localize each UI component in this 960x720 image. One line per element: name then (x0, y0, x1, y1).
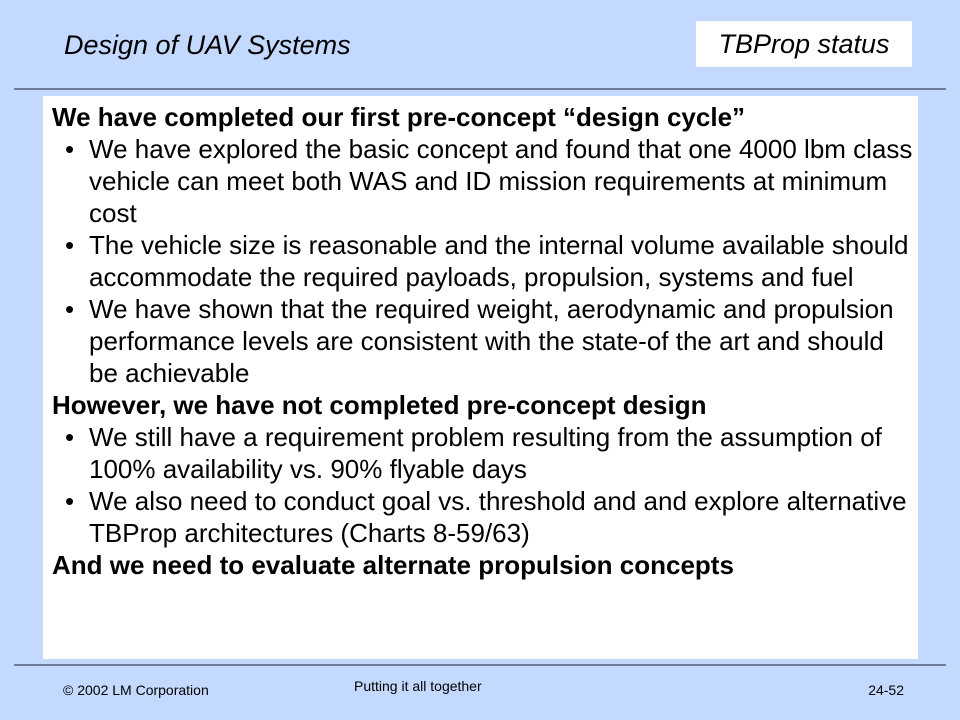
bullet-text: The vehicle size is reasonable and the internal volume available should accommodate the required payloads, propulsion, systems and fuel (89, 230, 909, 292)
bullet-item (52, 421, 918, 485)
bullet-item (52, 229, 918, 293)
footer-copyright: © 2002 LM Corporation (63, 682, 209, 698)
bullet-dot: • (65, 294, 75, 324)
section-heading-propulsion: And we need to evaluate alternate propulsion concepts (52, 550, 734, 580)
bullet-item (52, 293, 918, 389)
section-heading-not-completed: However, we have not completed pre-concept design (52, 390, 707, 420)
bullet-item (52, 485, 918, 549)
bullet-dot: • (65, 230, 75, 260)
bullet-text: We have explored the basic concept and found that one 4000 lbm class vehicle can meet both WAS and ID mission requirements at minimum cost (89, 134, 913, 228)
slide-course-title: Design of UAV Systems (64, 30, 351, 60)
section-heading-completed: We have completed our first pre-concept “design cycle” (52, 102, 746, 132)
footer-page-number: 24-52 (868, 682, 904, 698)
footer-section-title: Putting it all together (354, 678, 482, 694)
content-panel (43, 96, 918, 659)
bullet-text: We still have a requirement problem resulting from the assumption of 100% availability vs. 90% flyable days (89, 422, 882, 484)
bullet-item (52, 133, 918, 229)
slide-status-label: TBProp status (696, 21, 912, 67)
bullet-dot: • (65, 422, 75, 452)
bullet-text: We have shown that the required weight, aerodynamic and propulsion performance levels are consistent with the state-of the art and should be achievable (89, 294, 894, 388)
bullet-dot: • (65, 134, 75, 164)
footer-divider (14, 664, 946, 666)
bullet-text: We also need to conduct goal vs. threshold and and explore alternative TBProp architectures (Charts 8-59/63) (89, 486, 907, 548)
header-divider (14, 88, 946, 90)
bullet-dot: • (65, 486, 75, 516)
